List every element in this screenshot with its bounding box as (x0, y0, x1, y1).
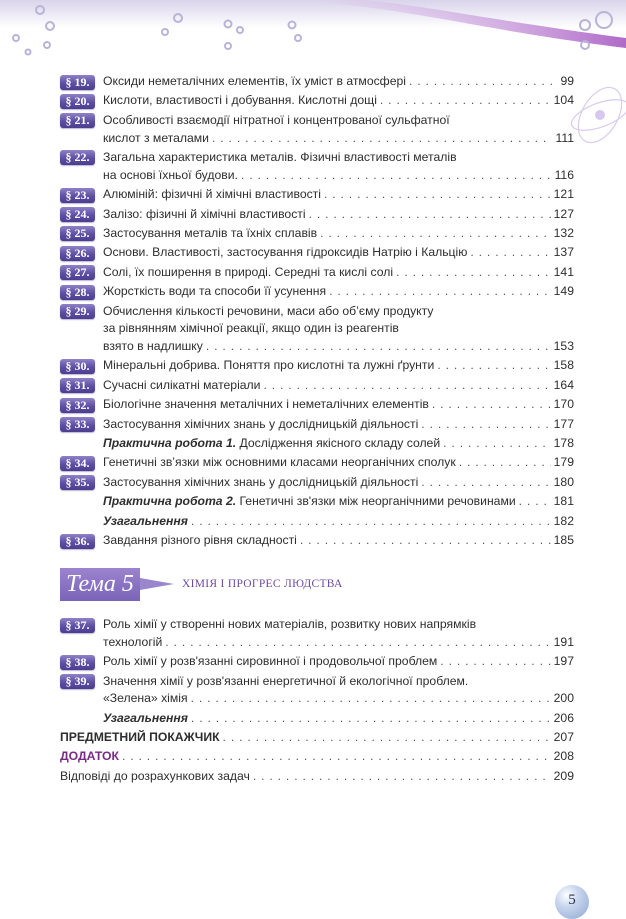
entry-line (103, 264, 574, 282)
entry-body (103, 225, 574, 243)
page-ref: 111 (555, 130, 574, 145)
section-badge: § 23. (60, 188, 95, 203)
entry-line (103, 396, 574, 414)
dot-leader (440, 653, 550, 671)
page-ref: 153 (553, 339, 574, 354)
entry-title: ДОДАТОК (60, 749, 119, 764)
entry-line (103, 303, 574, 321)
entry-body (103, 673, 574, 709)
toc-part-a (60, 73, 574, 551)
section-badge: § 37. (60, 618, 95, 633)
page-ref: 207 (553, 730, 574, 744)
arrow-icon (140, 578, 174, 590)
entry-line (103, 454, 574, 472)
dot-leader (409, 73, 557, 91)
toc-entry[interactable] (60, 396, 574, 414)
entry-title: «Зелена» хімія (103, 691, 188, 706)
section-badge: § 35. (60, 475, 95, 490)
dot-leader (206, 338, 551, 356)
dot-leader (396, 264, 551, 282)
section-badge: § 27. (60, 265, 95, 280)
entry-body (103, 149, 574, 185)
toc-entry[interactable] (60, 513, 574, 531)
entry-title: Генетичні зв’язки між основними класами неорганічних сполук (103, 455, 456, 470)
page-ref: 180 (553, 474, 574, 489)
entry-title: за рівнянням хімічної реакції, якщо один із реагентів (103, 321, 399, 336)
entry-line (103, 283, 574, 301)
dot-leader (300, 532, 551, 550)
section-badge: § 25. (60, 226, 95, 241)
theme-header (60, 567, 343, 601)
entry-lead: Узагальнення (103, 710, 188, 725)
page-ref: 164 (553, 377, 574, 392)
page-ref: 178 (553, 436, 574, 451)
toc-entry[interactable] (60, 532, 574, 550)
entry-body (103, 377, 574, 395)
toc-entry[interactable] (60, 416, 574, 434)
page-ref: 191 (553, 634, 574, 649)
entry-title: Роль хімії у створенні нових матеріалів, розвитку нових напрямків (103, 617, 477, 631)
entry-body (103, 357, 574, 375)
dot-leader (165, 634, 550, 652)
entry-title: Відповіді до розрахункових задач (60, 768, 250, 783)
entry-line (60, 768, 574, 786)
back-matter-entry[interactable] (60, 729, 574, 747)
dot-leader (470, 244, 550, 262)
entry-line (103, 616, 574, 634)
entry-body (103, 653, 574, 671)
toc-entry[interactable] (60, 73, 574, 91)
entry-line (103, 474, 574, 492)
page-ref: 200 (553, 691, 574, 706)
section-badge: § 33. (60, 417, 95, 432)
page-number: 5 (555, 885, 589, 919)
entry-line (103, 112, 574, 130)
entry-body (103, 186, 574, 204)
entry-body (103, 92, 574, 110)
entry-line (103, 673, 574, 691)
toc-entry[interactable] (60, 283, 574, 301)
dot-leader (437, 357, 550, 375)
entry-title: на основі їхньої будови. (103, 167, 238, 182)
entry-body (103, 513, 574, 531)
section-badge: § 38. (60, 655, 95, 670)
entry-body (103, 474, 574, 492)
entry-title: ПРЕДМЕТНИЙ ПОКАЖЧИК (60, 730, 220, 744)
entry-body (103, 493, 574, 511)
entry-body (103, 532, 574, 550)
toc-entry[interactable] (60, 357, 574, 375)
entry-line (103, 653, 574, 671)
entry-body (103, 454, 574, 472)
page-ref: 141 (553, 264, 574, 279)
dot-leader (443, 435, 551, 453)
entry-title: Значення хімії у розв'язанні енергетичної й екологічної проблем. (103, 673, 469, 688)
page-ref: 209 (553, 768, 574, 783)
toc-entry[interactable] (60, 244, 574, 262)
dot-leader (191, 710, 551, 728)
section-badge: § 21. (60, 113, 95, 128)
entry-title: Обчислення кількості речовини, маси або об’єму продукту (103, 303, 434, 318)
dot-leader (223, 729, 551, 747)
entry-line (103, 634, 574, 652)
toc-entry[interactable] (60, 673, 574, 709)
entry-title: Алюміній: фізичні й хімічні властивості (103, 187, 321, 202)
dot-leader (309, 206, 551, 224)
dot-leader (380, 92, 551, 110)
section-badge: § 29. (60, 304, 95, 319)
toc-entry[interactable] (60, 454, 574, 472)
entry-body (103, 616, 574, 652)
entry-line (103, 690, 574, 708)
entry-line (103, 710, 574, 728)
entry-lead: Практична робота 2. (103, 494, 237, 509)
section-badge: § 36. (60, 534, 95, 549)
page-ref: 121 (553, 187, 574, 202)
entry-line (103, 338, 574, 356)
dot-leader (320, 225, 551, 243)
entry-lead: Практична робота 1. (103, 436, 237, 451)
toc-entry[interactable] (60, 149, 574, 185)
entry-title: Особливості взаємодії нітратної і концентрованої сульфатної (103, 112, 450, 127)
page-ref: 182 (553, 513, 574, 528)
entry-line (103, 167, 574, 185)
dot-leader (432, 396, 551, 414)
entry-body (103, 396, 574, 414)
toc-entry[interactable] (60, 186, 574, 204)
page-ref: 137 (553, 245, 574, 260)
entry-title: Дослідження якісного складу солей (236, 436, 441, 451)
dot-leader (263, 377, 550, 395)
theme-badge: Тема 5 (60, 568, 140, 601)
entry-title: Мінеральні добрива. Поняття про кислотні та лужні ґрунти (103, 358, 435, 373)
back-matter-entry[interactable] (60, 768, 574, 786)
page-ref: 197 (553, 654, 574, 669)
theme-title: ХІМІЯ І ПРОГРЕС ЛЮДСТВА (182, 578, 343, 590)
dot-leader (122, 748, 551, 766)
page-ref: 185 (553, 533, 574, 547)
page-ref: 208 (553, 749, 574, 764)
entry-title: Роль хімії у розв'язанні сировинної і продовольчої проблем (103, 654, 438, 669)
entry-line (103, 244, 574, 262)
entry-body (103, 303, 574, 356)
toc-entry[interactable] (60, 474, 574, 492)
entry-lead: Узагальнення (103, 513, 188, 528)
entry-body (103, 244, 574, 262)
page-ref: 179 (553, 455, 574, 470)
dot-leader (241, 167, 552, 185)
entry-title: Основи. Властивості, застосування гідроксидів Натрію і Кальцію (103, 245, 468, 260)
entry-title: Застосування металів та їхніх сплавів (103, 225, 318, 240)
page-ref: 104 (553, 93, 574, 108)
entry-title: Жорсткість води та способи її усунення (103, 284, 327, 299)
dot-leader (191, 690, 551, 708)
entry-line (103, 513, 574, 531)
section-badge: § 31. (60, 378, 95, 393)
entry-line (103, 206, 574, 224)
dot-leader (253, 768, 551, 786)
entry-body (103, 206, 574, 224)
page-ref: 158 (553, 358, 574, 373)
dot-leader (212, 130, 552, 148)
page-ref: 127 (553, 206, 574, 221)
entry-body (103, 435, 574, 453)
section-badge: § 32. (60, 398, 95, 413)
page-ref: 181 (553, 494, 574, 509)
entry-line (103, 320, 574, 338)
entry-title: Солі, їх поширення в природі. Середні та кислі солі (103, 264, 394, 279)
section-badge: § 20. (60, 94, 95, 109)
toc-entry[interactable] (60, 225, 574, 243)
toc-entry[interactable] (60, 264, 574, 282)
entry-title: взято в надлишку (103, 339, 203, 354)
entry-line (103, 149, 574, 167)
page-ref: 206 (553, 710, 574, 725)
section-badge: § 30. (60, 359, 95, 374)
entry-body (103, 283, 574, 301)
entry-title: Генетичні зв'язки між неорганічними речовинами (236, 494, 516, 509)
page-ref: 132 (553, 225, 574, 240)
entry-title: Завдання різного рівня складності (103, 533, 297, 547)
entry-line (103, 357, 574, 375)
toc-part-b (60, 616, 574, 729)
toc-entry[interactable] (60, 435, 574, 453)
entry-line (103, 225, 574, 243)
dot-leader (324, 186, 551, 204)
entry-title: Кислоти, властивості і добування. Кислотні дощі (103, 93, 377, 108)
entry-title: Загальна характеристика металів. Фізичні властивості металів (103, 149, 457, 164)
entry-title: Залізо: фізичні й хімічні властивості (103, 206, 306, 221)
entry-title: Сучасні силікатні матеріали (103, 377, 261, 392)
page-ref: 177 (553, 416, 574, 431)
entry-body (103, 416, 574, 434)
toc-entry[interactable] (60, 112, 574, 148)
entry-title: Оксиди неметалічних елементів, їх уміст в атмосфері (103, 74, 406, 88)
entry-line (60, 729, 574, 747)
section-badge: § 28. (60, 285, 95, 300)
toc-back-matter (60, 729, 574, 787)
entry-title: Біологічне значення металічних і неметалічних елементів (103, 397, 429, 412)
page-ref: 170 (553, 397, 574, 412)
dot-leader (459, 454, 551, 472)
entry-line (103, 186, 574, 204)
entry-line (103, 435, 574, 453)
page-ref: 99 (560, 74, 574, 88)
entry-line (103, 532, 574, 550)
toc-entry[interactable] (60, 303, 574, 356)
toc-entry[interactable] (60, 653, 574, 671)
toc-entry[interactable] (60, 206, 574, 224)
entry-body (103, 264, 574, 282)
dot-leader (191, 513, 551, 531)
toc-entry[interactable] (60, 710, 574, 728)
back-matter-entry[interactable] (60, 748, 574, 766)
dot-leader (329, 283, 551, 301)
toc-entry[interactable] (60, 92, 574, 110)
toc-entry[interactable] (60, 377, 574, 395)
entry-body (103, 73, 574, 91)
toc-entry[interactable] (60, 616, 574, 652)
section-badge: § 19. (60, 75, 95, 90)
entry-line (103, 73, 574, 91)
entry-line (60, 748, 574, 766)
entry-title: кислот з металами (103, 130, 209, 145)
entry-line (103, 493, 574, 511)
entry-line (103, 130, 574, 148)
entry-line (103, 92, 574, 110)
page-ref: 116 (554, 167, 574, 182)
entry-body (103, 112, 574, 148)
toc-entry[interactable] (60, 493, 574, 511)
section-badge: § 26. (60, 246, 95, 261)
section-badge: § 34. (60, 456, 95, 471)
page-ref: 149 (553, 284, 574, 299)
entry-body (103, 710, 574, 728)
entry-title: технологій (103, 634, 163, 649)
section-badge: § 24. (60, 207, 95, 222)
dot-leader (421, 416, 550, 434)
dot-leader (421, 474, 550, 492)
section-badge: § 22. (60, 150, 95, 165)
entry-line (103, 416, 574, 434)
entry-title: Застосування хімічних знань у дослідницькій діяльності (103, 474, 419, 489)
entry-title: Застосування хімічних знань у дослідницькій діяльності (103, 416, 419, 431)
entry-line (103, 377, 574, 395)
dot-leader (519, 493, 551, 511)
section-badge: § 39. (60, 674, 95, 689)
